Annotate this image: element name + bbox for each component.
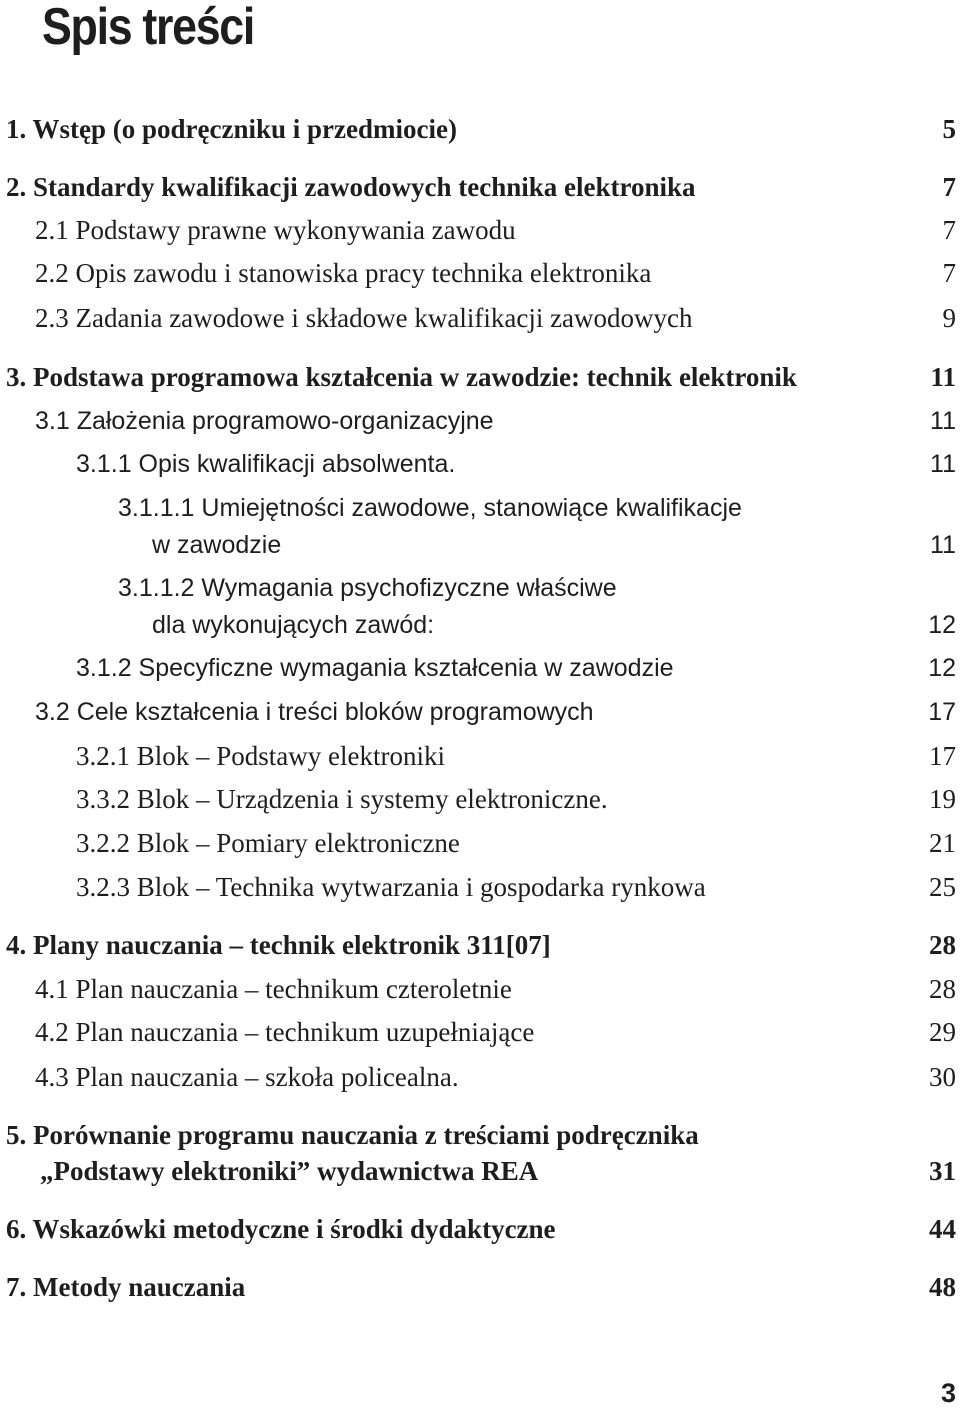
- toc-entry-page: 17: [929, 741, 956, 771]
- toc-entry-label: 3.1.1.2 Wymagania psychofizyczne właściwe: [118, 574, 617, 602]
- toc-entry-page: 31: [929, 1156, 956, 1186]
- toc-entry-page: 28: [929, 974, 956, 1004]
- toc-entry-page: 11: [930, 531, 956, 559]
- toc-entry-page: 7: [942, 258, 956, 288]
- toc-entry-label: 1. Wstęp (o podręczniku i przedmiocie): [6, 114, 457, 144]
- toc-entry-label: 3.1.2 Specyficzne wymagania kształcenia w zawodzie: [76, 654, 674, 682]
- toc-entry-label: 3.2 Cele kształcenia i treści bloków programowych: [35, 698, 594, 726]
- toc-entry-label: w zawodzie: [152, 531, 282, 559]
- toc-entry-label: 4.3 Plan nauczania – szkoła policealna.: [35, 1062, 459, 1092]
- toc-entry-page: 7: [942, 215, 956, 245]
- toc-entry-page: 7: [942, 172, 956, 202]
- page-title: Spis treści: [42, 0, 255, 56]
- page-number: 3: [940, 1378, 956, 1408]
- toc-entry-label: 3.1.1.1 Umiejętności zawodowe, stanowiące kwalifikacje: [118, 494, 742, 522]
- toc-entry-page: 12: [928, 611, 956, 639]
- toc-entry-label: 3.1 Założenia programowo-organizacyjne: [35, 407, 494, 435]
- toc-entry-page: 48: [929, 1272, 956, 1302]
- toc-entry-page: 28: [929, 930, 956, 960]
- toc-entry-page: 5: [942, 114, 956, 144]
- toc-entry-label: 3.2.1 Blok – Podstawy elektroniki: [76, 741, 445, 771]
- toc-entry-label: 7. Metody nauczania: [6, 1272, 246, 1302]
- toc-entry-page: 9: [942, 303, 956, 333]
- toc-entry-label: 4.2 Plan nauczania – technikum uzupełniające: [35, 1017, 535, 1047]
- toc-entry-label: 3.3.2 Blok – Urządzenia i systemy elektroniczne.: [76, 784, 608, 814]
- toc-entry-label: 3.2.2 Blok – Pomiary elektroniczne: [76, 828, 460, 858]
- toc-entry-label: 4. Plany nauczania – technik elektronik 311[07]: [6, 930, 551, 960]
- toc-entry-label: dla wykonujących zawód:: [152, 611, 435, 639]
- toc-entry-page: 29: [929, 1017, 956, 1047]
- toc-entry-label: 5. Porównanie programu nauczania z treściami podręcznika: [6, 1120, 699, 1150]
- toc-entry-label: 6. Wskazówki metodyczne i środki dydaktyczne: [6, 1214, 556, 1244]
- toc-entry-page: 44: [929, 1214, 956, 1244]
- toc-entry-label: „Podstawy elektroniki” wydawnictwa REA: [40, 1156, 539, 1186]
- toc-entry-page: 21: [929, 828, 956, 858]
- toc-entry-page: 25: [929, 872, 956, 902]
- toc-entry-label: 3.2.3 Blok – Technika wytwarzania i gospodarka rynkowa: [76, 872, 706, 902]
- toc-entry-label: 3.1.1 Opis kwalifikacji absolwenta.: [76, 450, 456, 478]
- toc-entry-label: 4.1 Plan nauczania – technikum czteroletnie: [35, 974, 512, 1004]
- toc-entry-page: 11: [930, 450, 956, 478]
- toc-entry-label: 3. Podstawa programowa kształcenia w zawodzie: technik elektronik: [6, 362, 797, 392]
- toc-entry-page: 12: [928, 654, 956, 682]
- toc-entry-label: 2.2 Opis zawodu i stanowiska pracy technika elektronika: [35, 258, 652, 288]
- toc-entry-label: 2.3 Zadania zawodowe i składowe kwalifikacji zawodowych: [35, 303, 693, 333]
- toc-entry-page: 19: [929, 784, 956, 814]
- toc-entry-page: 17: [928, 698, 956, 726]
- toc-entry-page: 30: [929, 1062, 956, 1092]
- toc-entry-label: 2. Standardy kwalifikacji zawodowych technika elektronika: [6, 172, 696, 202]
- toc-entry-page: 11: [930, 407, 956, 435]
- toc-entry-label: 2.1 Podstawy prawne wykonywania zawodu: [35, 215, 516, 245]
- toc-entry-page: 11: [930, 362, 956, 392]
